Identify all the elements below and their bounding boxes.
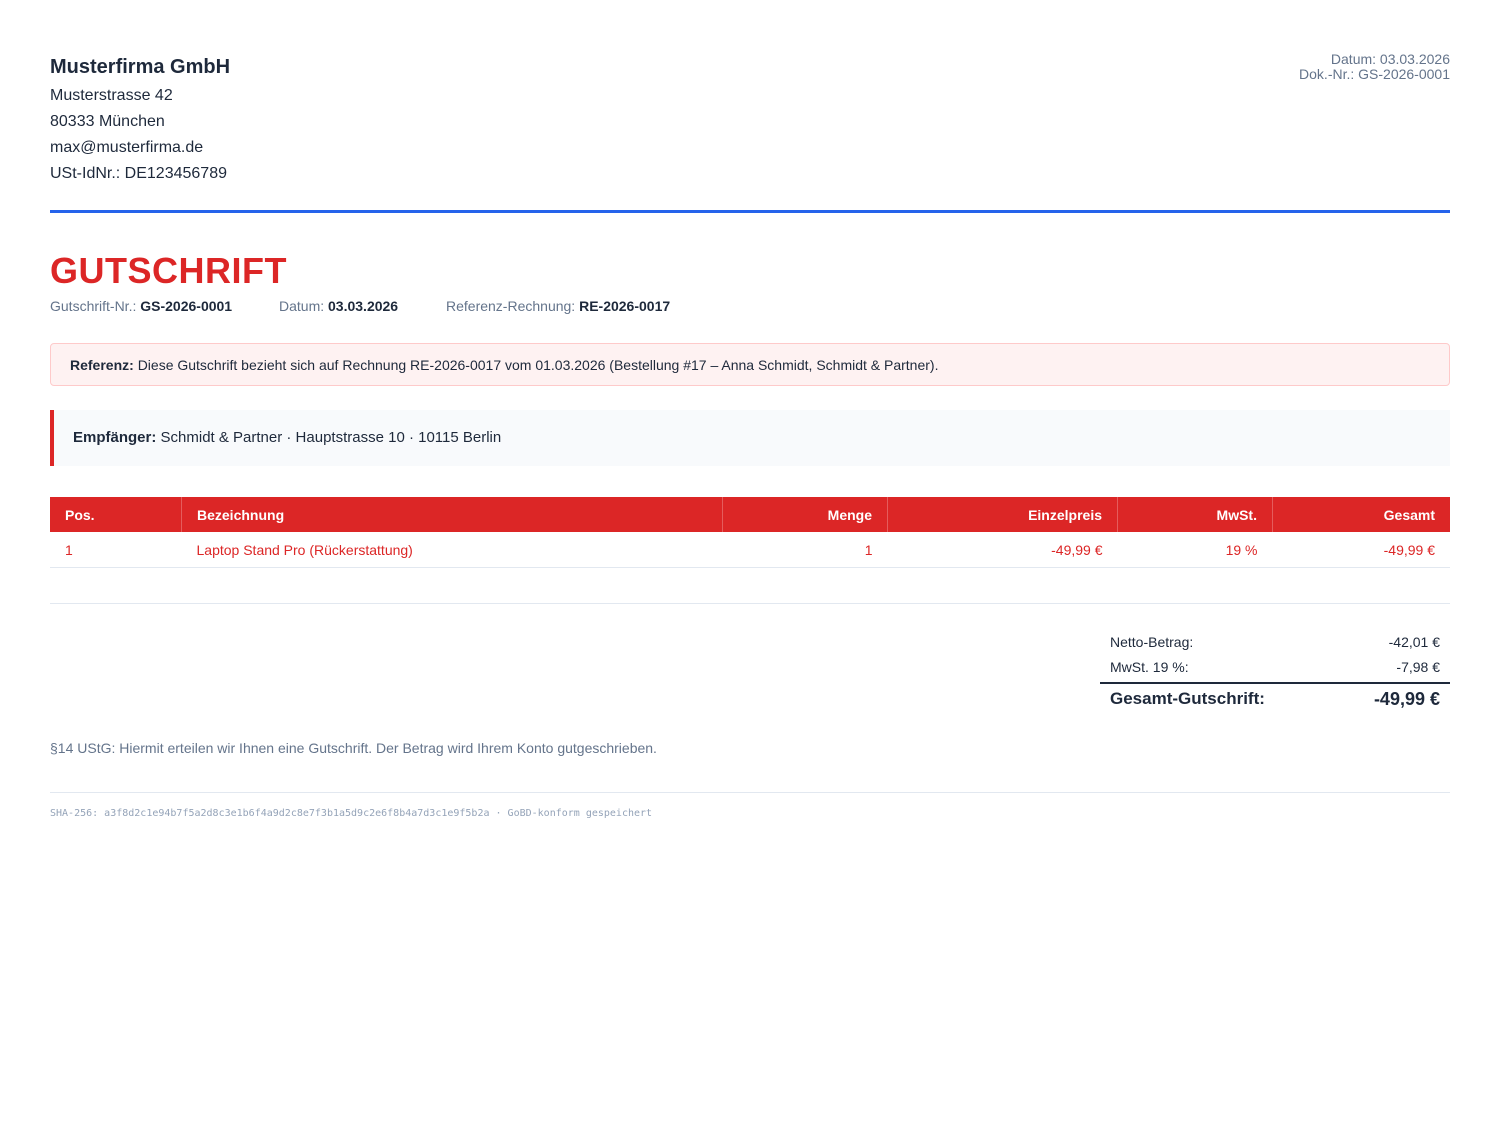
net-amount-row: [1100, 630, 1450, 655]
company-name: Musterfirma GmbH: [50, 56, 231, 78]
column-header-vat: MwSt.: [1118, 497, 1273, 532]
document-hash: SHA-256: a3f8d2c1e94b7f5a2d8c3e1b6f4a9d2c8e7f3b1a5d9c2e6f8b4a7d3c1e9f5b2a · GoBD-konform gespeichert: [50, 808, 653, 819]
cell-total: -49,99 €: [1273, 532, 1451, 568]
vat-amount-label: MwSt. 19 %:: [1110, 659, 1189, 675]
column-header-pos: Pos.: [50, 497, 182, 532]
totals-block: [1100, 630, 1450, 716]
credit-note-number: [50, 298, 279, 314]
cell-vat: 19 %: [1118, 532, 1273, 568]
document-header: [50, 0, 1450, 213]
reference-invoice: [446, 298, 670, 314]
cell-unit-price: -49,99 €: [888, 532, 1118, 568]
legal-note: §14 UStG: Hiermit erteilen wir Ihnen eine Gutschrift. Der Betrag wird Ihrem Konto gutgeschrieben.: [50, 740, 657, 756]
column-header-description: Bezeichnung: [182, 497, 723, 532]
reference-notice-text: Diese Gutschrift bezieht sich auf Rechnung RE-2026-0017 vom 01.03.2026 (Bestellung #17 – Anna Schmidt, Schmidt & Partner).: [137, 357, 939, 373]
header-doc-number: Dok.-Nr.: GS-2026-0001: [1299, 66, 1450, 82]
credit-note-number-value: GS-2026-0001: [140, 298, 233, 314]
recipient-text: Schmidt & Partner · Hauptstrasse 10 · 10115 Berlin: [160, 429, 502, 446]
grand-total-label: Gesamt-Gutschrift:: [1110, 689, 1265, 708]
document-date-value: 03.03.2026: [328, 298, 399, 314]
line-items-table: [50, 497, 1450, 568]
grand-total-value: -49,99 €: [1373, 689, 1440, 709]
company-address-block: [50, 55, 230, 187]
recipient-box: [50, 410, 1450, 466]
column-header-unit-price: Einzelpreis: [888, 497, 1118, 532]
reference-invoice-label: Referenz-Rechnung:: [446, 298, 576, 314]
cell-pos: 1: [50, 532, 182, 568]
header-meta: [1299, 52, 1450, 82]
cell-quantity: 1: [723, 532, 888, 568]
credit-note-number-label: Gutschrift-Nr.:: [50, 298, 137, 314]
reference-notice: [50, 343, 1450, 386]
header-date: Datum: 03.03.2026: [1330, 51, 1450, 67]
reference-invoice-value: RE-2026-0017: [579, 298, 671, 314]
company-email: max@musterfirma.de: [50, 139, 204, 156]
company-vat-id: USt-IdNr.: DE123456789: [50, 165, 227, 182]
cell-description: Laptop Stand Pro (Rückerstattung): [182, 532, 723, 568]
company-city: 80333 München: [50, 113, 165, 130]
net-amount-label: Netto-Betrag:: [1110, 634, 1194, 650]
table-row: [50, 532, 1450, 568]
section-divider: [50, 603, 1450, 604]
credit-note-page: [50, 0, 1450, 819]
document-title: GUTSCHRIFT: [50, 250, 287, 291]
document-date-label: Datum:: [279, 298, 325, 314]
column-header-total: Gesamt: [1273, 497, 1451, 532]
reference-notice-label: Referenz:: [70, 357, 134, 373]
document-meta-line: [50, 298, 670, 314]
vat-amount-row: [1100, 655, 1450, 680]
recipient-label: Empfänger:: [73, 429, 157, 446]
column-header-quantity: Menge: [723, 497, 888, 532]
vat-amount-value: -7,98 €: [1396, 659, 1440, 675]
document-date: [279, 298, 446, 314]
net-amount-value: -42,01 €: [1388, 634, 1440, 650]
footer-divider: [50, 792, 1450, 793]
company-street: Musterstrasse 42: [50, 87, 173, 104]
grand-total-row: [1100, 682, 1450, 716]
table-header-row: [50, 497, 1450, 532]
